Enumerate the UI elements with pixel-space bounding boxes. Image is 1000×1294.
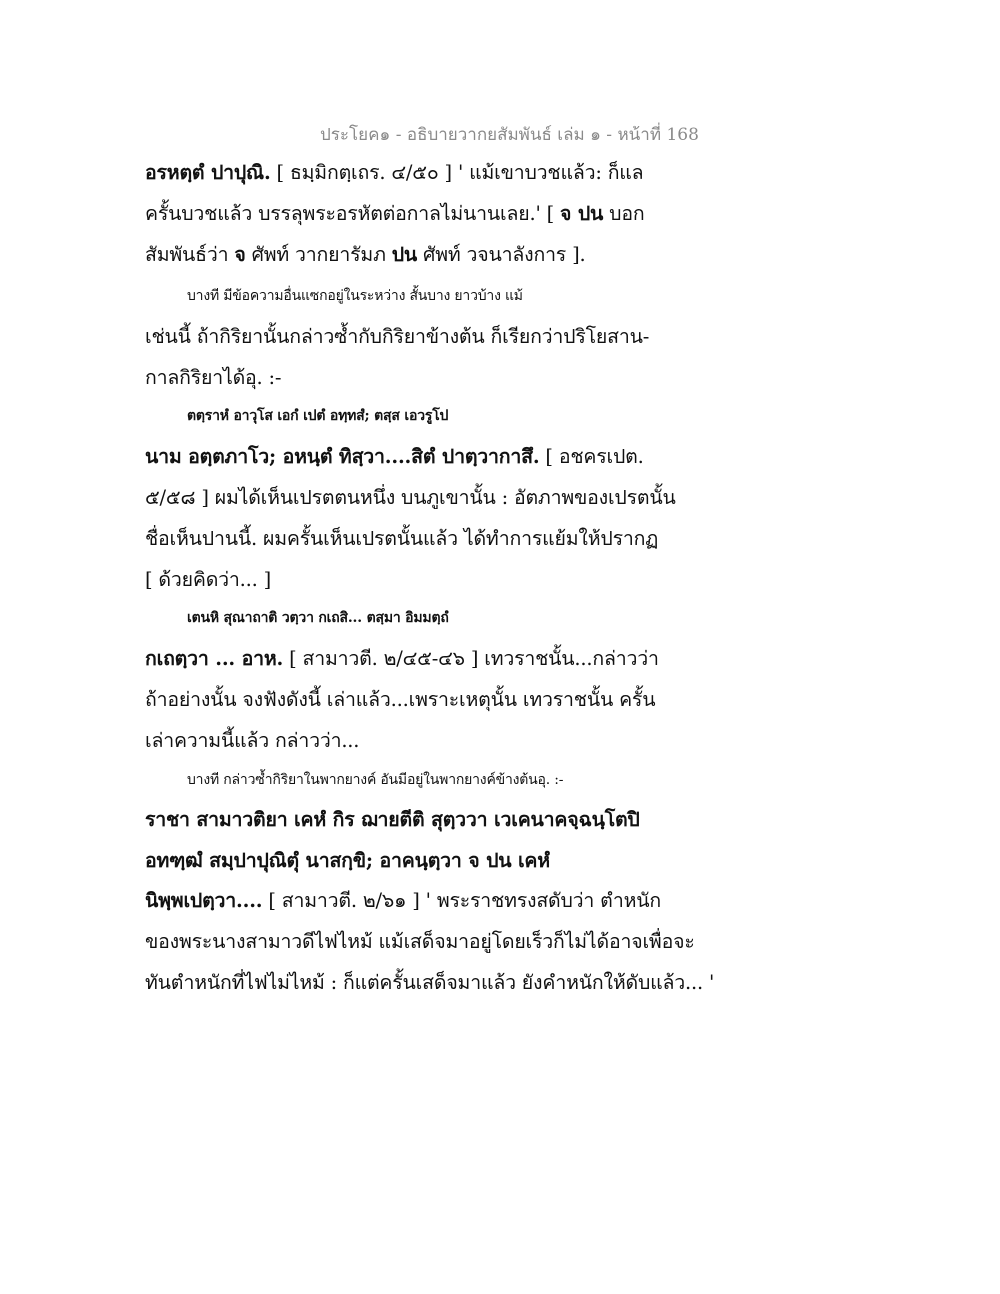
text-line — [145, 969, 715, 997]
text-segment: บางที มีข้อความอื่นแซกอยู่ในระหว่าง สั้นบาง ยาวบ้าง แม้ — [187, 288, 523, 304]
text-line — [145, 364, 705, 392]
text-line — [145, 200, 705, 228]
text-segment: [ สามาวตี. ๒/๖๑ ] ' พระราชทรงสดับว่า ตำหนัก — [262, 889, 661, 912]
text-segment: เตนหิ สุณาถาติ วตฺวา กเถสิ... ตสฺมา อิมมตฺถํ — [187, 610, 449, 626]
text-segment: ทันตำหนักที่ไฟไม่ไหม้ : ก็แต่ครั้นเสด็จมาแล้ว ยังคำหนักให้ดับแล้ว... ' — [145, 971, 715, 994]
text-segment: ชื่อเห็นปานนี้. ผมครั้นเห็นเปรตนั้นแล้ว ได้ทำการแย้มให้ปรากฏ — [145, 527, 659, 550]
text-segment: [ สามาวตี. ๒/๔๕-๔๖ ] เทวราชนั้น...กล่าวว่า — [283, 647, 659, 670]
text-segment: อรหตฺตํ ปาปุณิ. — [145, 161, 271, 184]
text-line — [145, 686, 705, 714]
page-header: ประโยค๑ - อธิบายวากยสัมพันธ์ เล่ม ๑ - หน้าที่ 168 — [320, 125, 699, 145]
text-line — [145, 525, 705, 553]
text-line — [187, 766, 747, 794]
text-line — [145, 645, 705, 673]
text-segment: ตตฺราหํ อาวุโส เอกํ เปตํ อทฺทสํ; ตสฺส เอวรูโป — [187, 408, 449, 424]
text-line — [145, 566, 705, 594]
text-line — [187, 402, 747, 430]
text-segment: กาลกิริยาได้อุ. :- — [145, 366, 282, 389]
text-segment: กเถตฺวา ... อาห. — [145, 647, 284, 670]
text-segment: บางที กล่าวซ้ำกิริยาในพากยางค์ อันมีอยู่ในพากยางค์ข้างต้นอุ. :- — [187, 772, 564, 788]
text-segment: ราชา สามาวติยา เคหํ กิร ฌายตีติ สุตฺววา เวเคนาคจฺฉนฺโตปิ — [145, 808, 640, 831]
text-segment: นาม อตฺตภาโว; อหนฺตํ ทิสฺวา....สิตํ ปาตฺวากาสึ. — [145, 445, 540, 468]
text-segment: [ ด้วยคิดว่า... ] — [145, 568, 272, 591]
text-segment: ถ้าอย่างนั้น จงฟังดังนี้ เล่าแล้ว...เพราะเหตุนั้น เทวราชนั้น ครั้น — [145, 688, 656, 711]
text-segment: นิพฺพเปตฺวา.... — [145, 889, 263, 912]
text-line — [145, 159, 705, 187]
text-line — [145, 727, 705, 755]
text-line — [187, 282, 747, 310]
text-segment: เช่นนี้ ถ้ากิริยานั้นกล่าวซ้ำกับกิริยาข้างต้น ก็เรียกว่าปริโยสาน- — [145, 325, 650, 348]
text-line — [145, 847, 705, 875]
text-segment: ของพระนางสามาวดีไฟไหม้ แม้เสด็จมาอยู่โดยเร็วก็ไม่ได้อาจเพื่อจะ — [145, 930, 695, 953]
text-line — [145, 443, 705, 471]
text-line — [145, 928, 705, 956]
text-line — [145, 241, 705, 269]
text-segment: จ — [234, 243, 246, 266]
text-segment: ศัพท์ วากยารัมภ — [245, 243, 392, 266]
text-line — [145, 806, 705, 834]
text-line — [145, 323, 705, 351]
text-segment: ศัพท์ วจนาลังการ ]. — [417, 243, 586, 266]
text-segment: ครั้นบวชแล้ว บรรลุพระอรหัตต่อกาลไม่นานเลย.' [ — [145, 202, 561, 225]
text-segment: สัมพันธ์ว่า — [145, 243, 235, 266]
text-line — [187, 604, 747, 632]
text-segment: อทฑฺฒํ สมฺปาปุณิตุํ นาสกฺขิ; อาคนฺตฺวา จ ปน เคหํ — [145, 849, 550, 872]
text-segment: จ ปน — [560, 202, 604, 225]
text-segment: ๕/๕๘ ] ผมได้เห็นเปรตตนหนึ่ง บนภูเขานั้น : อัตภาพของเปรตนั้น — [145, 486, 676, 509]
text-segment: ปน — [391, 243, 418, 266]
text-line — [145, 887, 705, 915]
text-segment: บอก — [603, 202, 645, 225]
text-segment: เล่าความนี้แล้ว กล่าวว่า... — [145, 729, 360, 752]
text-line — [145, 484, 705, 512]
text-segment: [ อชครเปต. — [539, 445, 644, 468]
text-segment: [ ธมฺมิกตฺเถร. ๔/๕๐ ] ' แม้เขาบวชแล้ว: ก็แล — [270, 161, 644, 184]
